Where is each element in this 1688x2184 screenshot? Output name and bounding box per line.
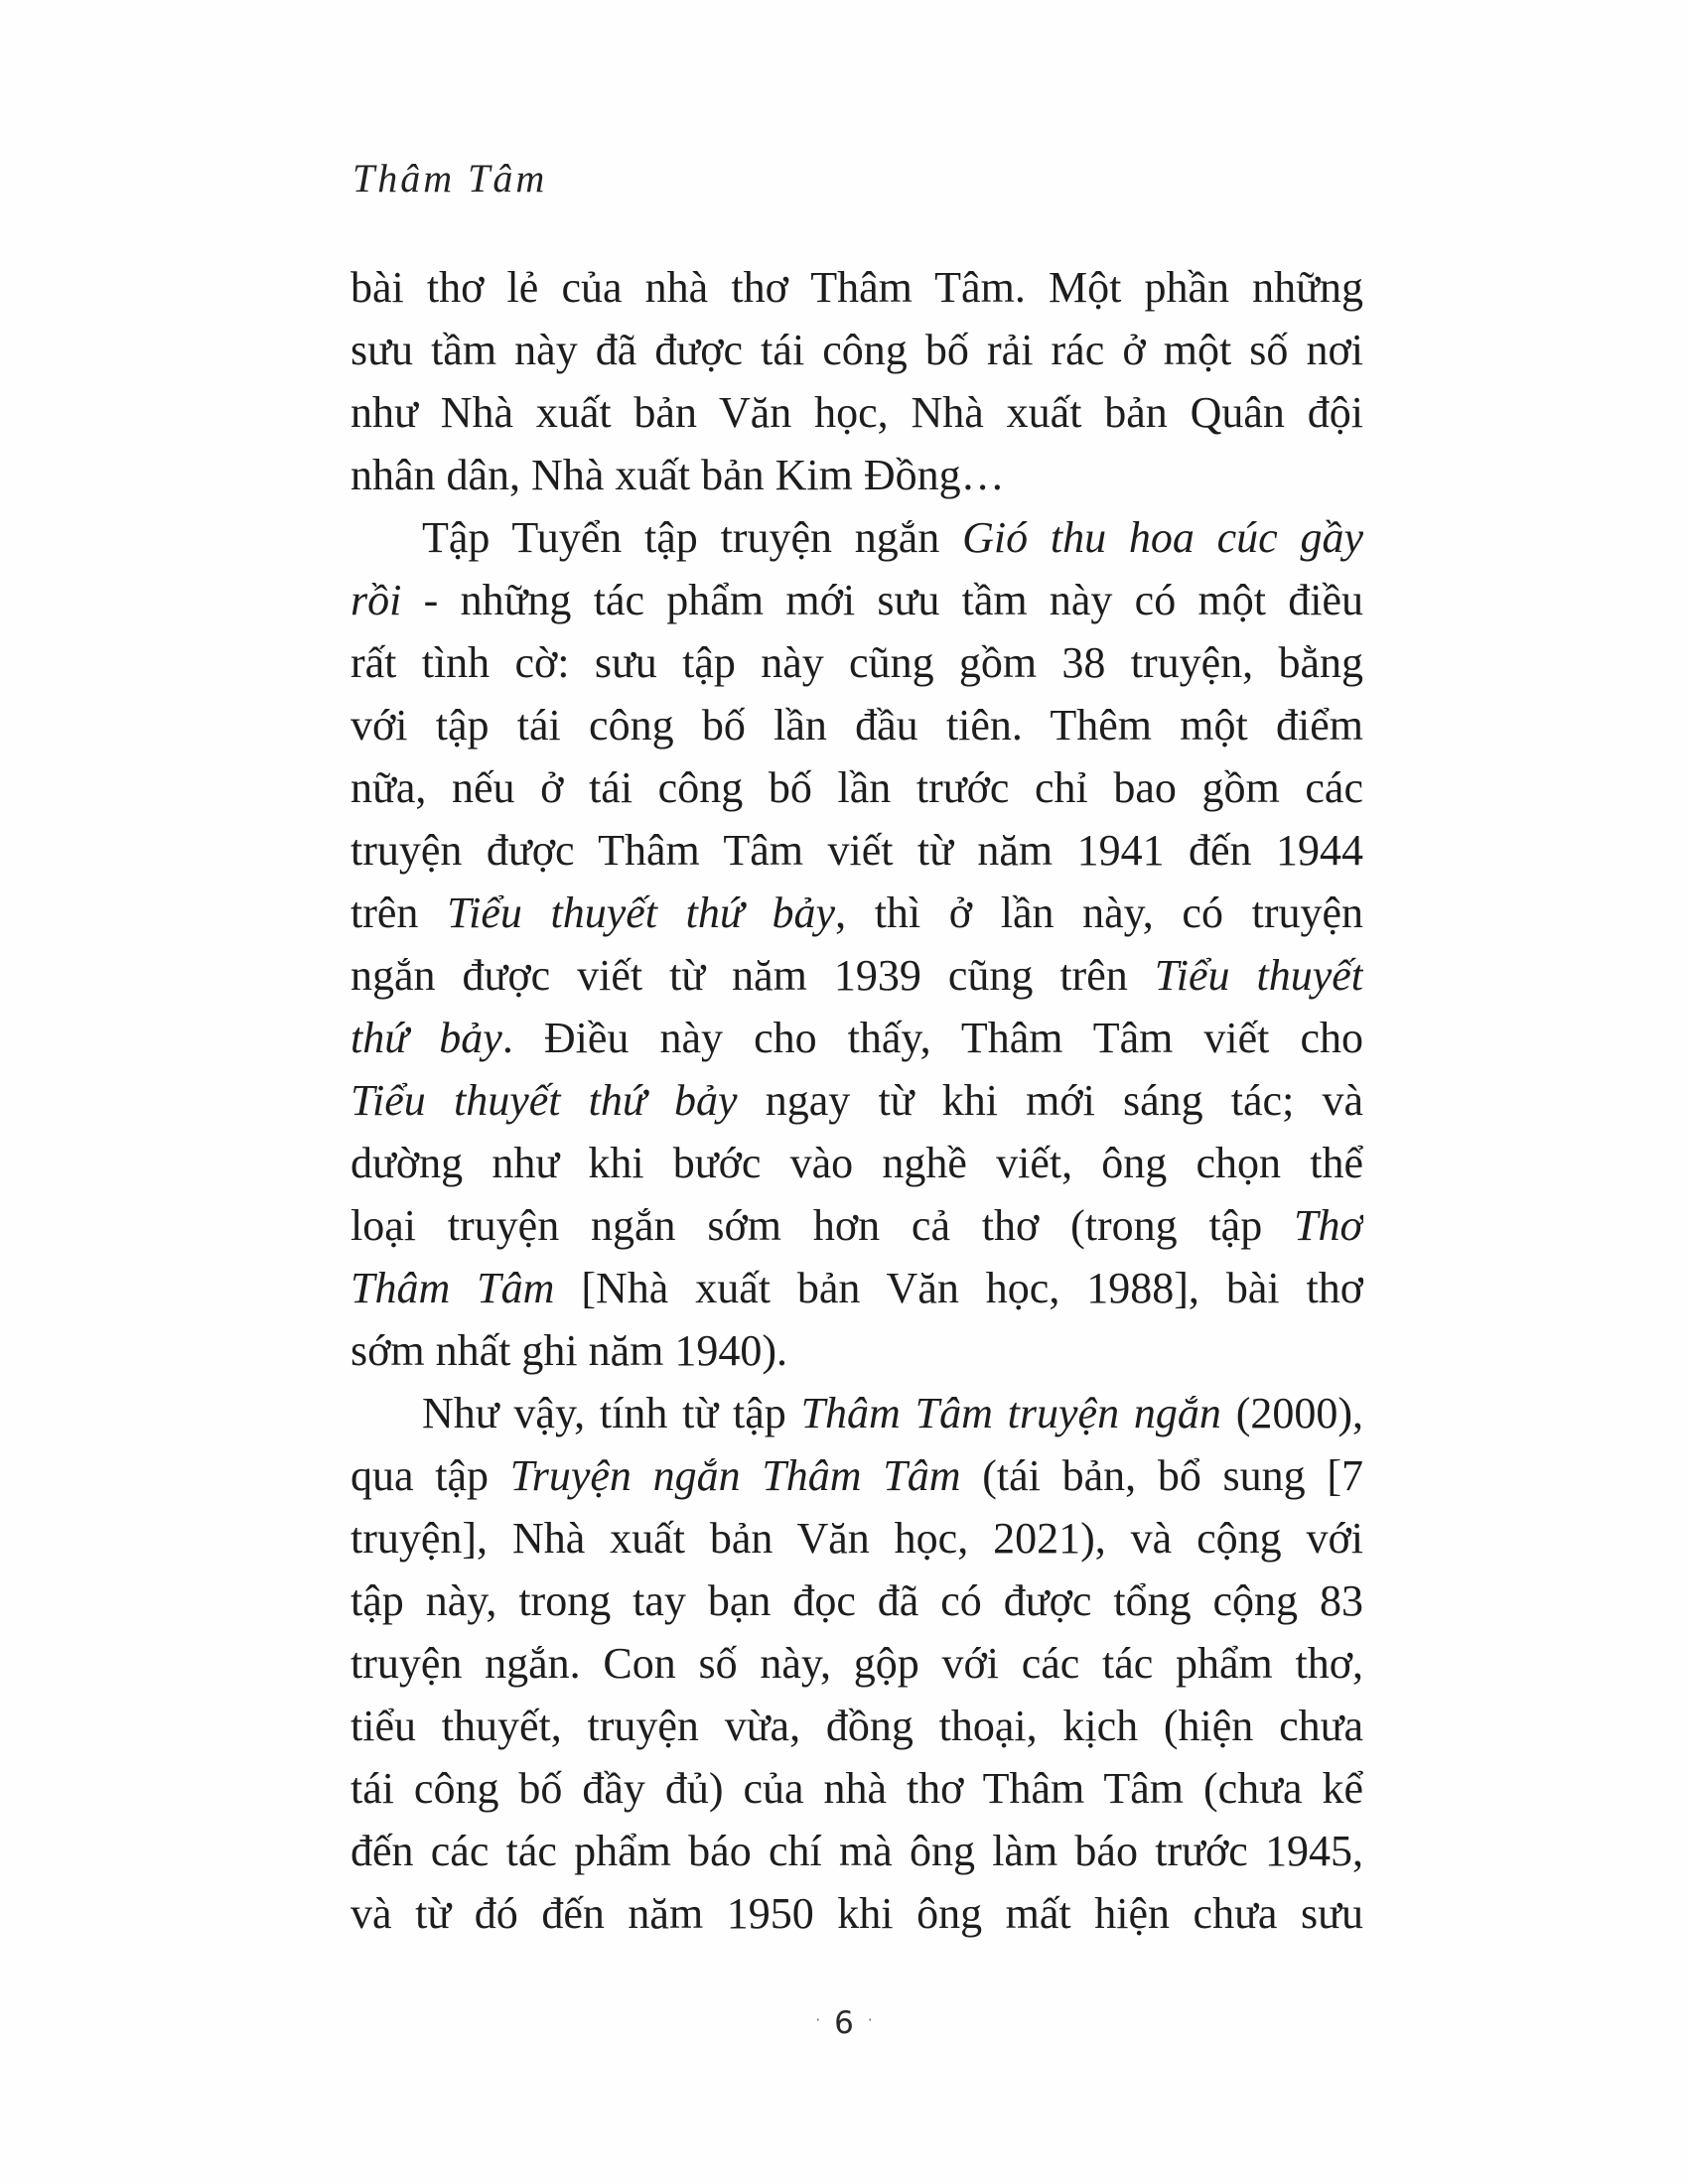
text-segment: nữa, nếu ở tái công bố lần trước chỉ bao gồm các <box>351 763 1363 812</box>
text-line <box>351 882 1363 944</box>
text-segment: [Nhà xuất bản Văn học, 1988], bài thơ <box>554 1264 1363 1312</box>
text-segment: - những tác phẩm mới sưu tầm này có một điều <box>401 576 1363 624</box>
text-segment: truyện ngắn. Con số này, gộp với các tác phẩm thơ, <box>351 1639 1363 1688</box>
text-line <box>351 1257 1363 1319</box>
italic-text-segment: Thâm Tâm <box>351 1264 555 1312</box>
text-segment: (tái bản, bổ sung [7 <box>960 1451 1363 1500</box>
text-segment: ngay từ khi mới sáng tác; và <box>737 1076 1363 1125</box>
italic-text-segment: Truyện ngắn Thâm Tâm <box>509 1451 961 1500</box>
text-segment: . Điều này cho thấy, Thâm Tâm viết cho <box>501 1014 1363 1062</box>
text-segment: rất tình cờ: sưu tập này cũng gồm 38 truyện, bằng <box>351 638 1363 687</box>
text-line <box>351 1757 1363 1820</box>
text-segment: trên <box>351 888 448 937</box>
italic-text-segment: Tiểu thuyết thứ bảy <box>351 1076 738 1125</box>
text-line <box>351 1194 1363 1257</box>
text-line <box>351 1007 1363 1069</box>
text-line <box>351 1695 1363 1757</box>
text-line <box>351 1507 1363 1570</box>
text-segment: và từ đó đến năm 1950 khi ông mất hiện chưa sưu <box>351 1889 1363 1938</box>
text-segment: loại truyện ngắn sớm hơn cả thơ (trong tập <box>351 1201 1295 1250</box>
text-line <box>351 819 1363 882</box>
text-segment: qua tập <box>351 1451 510 1500</box>
text-segment: như Nhà xuất bản Văn học, Nhà xuất bản Quân đội <box>351 388 1363 437</box>
text-line <box>351 319 1363 381</box>
text-line <box>351 1132 1363 1194</box>
italic-text-segment: Gió thu hoa cúc gầy <box>962 513 1363 562</box>
page-footer <box>0 2005 1688 2041</box>
text-line <box>351 256 1363 319</box>
text-segment: truyện được Thâm Tâm viết từ năm 1941 đến 1944 <box>351 826 1363 875</box>
text-line <box>351 1570 1363 1632</box>
text-segment: Tập Tuyển tập truyện ngắn <box>422 513 963 562</box>
footer-right-dot: · <box>867 2011 873 2029</box>
text-segment: tái công bố đầy đủ) của nhà thơ Thâm Tâm (chưa kể <box>351 1764 1363 1813</box>
italic-text-segment: Tiểu thuyết thứ bảy <box>447 888 836 937</box>
text-line <box>351 444 1363 506</box>
text-line <box>351 1069 1363 1132</box>
text-segment: tiểu thuyết, truyện vừa, đồng thoại, kịch (hiện chưa <box>351 1702 1363 1750</box>
text-line <box>351 631 1363 694</box>
page-number: 6 <box>834 2005 854 2041</box>
italic-text-segment: Thâm Tâm truyện ngắn <box>800 1389 1221 1437</box>
text-line <box>351 1319 1363 1382</box>
italic-text-segment: Thơ <box>1294 1201 1363 1250</box>
text-segment: dường như khi bước vào nghề viết, ông chọn thể <box>351 1139 1363 1187</box>
text-segment: tập này, trong tay bạn đọc đã có được tổng cộng 83 <box>351 1576 1363 1625</box>
text-line <box>351 1882 1363 1945</box>
text-line <box>351 694 1363 756</box>
text-segment: nhân dân, Nhà xuất bản Kim Đồng… <box>351 451 1005 499</box>
footer-left-dot: · <box>815 2011 821 2029</box>
body-text-block <box>351 256 1363 1945</box>
text-line <box>351 381 1363 444</box>
text-line <box>351 1382 1363 1444</box>
text-segment: ngắn được viết từ năm 1939 cũng trên <box>351 951 1155 1000</box>
running-header: Thâm Tâm <box>352 156 548 201</box>
text-segment: với tập tái công bố lần đầu tiên. Thêm một điểm <box>351 701 1363 750</box>
text-segment: , thì ở lần này, có truyện <box>835 888 1363 937</box>
text-segment: đến các tác phẩm báo chí mà ông làm báo trước 1945, <box>351 1827 1363 1875</box>
text-line <box>351 944 1363 1007</box>
text-segment: sớm nhất ghi năm 1940). <box>351 1326 787 1375</box>
text-line <box>351 756 1363 819</box>
italic-text-segment: rồi <box>351 576 402 624</box>
text-segment: truyện], Nhà xuất bản Văn học, 2021), và cộng với <box>351 1514 1363 1563</box>
text-line <box>351 569 1363 631</box>
italic-text-segment: thứ bảy <box>351 1014 502 1062</box>
text-segment: bài thơ lẻ của nhà thơ Thâm Tâm. Một phần những <box>351 263 1363 312</box>
text-segment: Như vậy, tính từ tập <box>422 1389 801 1437</box>
text-segment: (2000), <box>1220 1389 1363 1437</box>
text-segment: sưu tầm này đã được tái công bố rải rác ở một số nơi <box>351 326 1363 374</box>
italic-text-segment: Tiểu thuyết <box>1154 951 1363 1000</box>
text-line <box>351 506 1363 569</box>
text-line <box>351 1820 1363 1882</box>
text-line <box>351 1632 1363 1695</box>
text-line <box>351 1444 1363 1507</box>
